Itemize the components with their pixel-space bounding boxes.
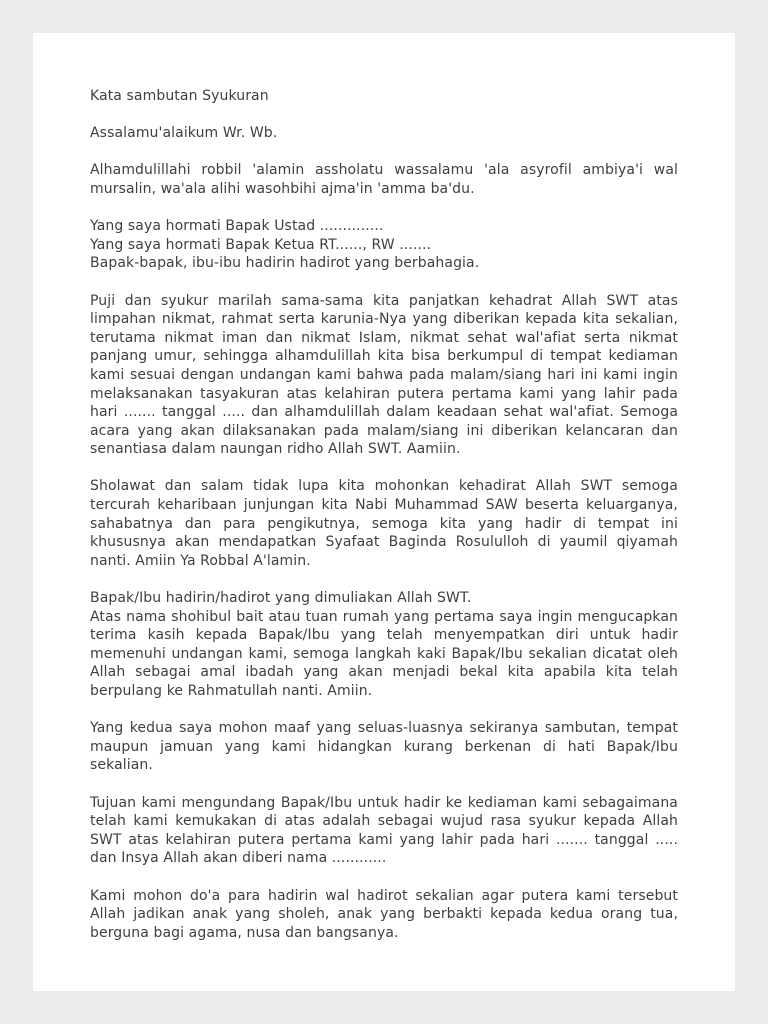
paragraph-mohon-maaf: Yang kedua saya mohon maaf yang seluas-luasnya sekiranya sambutan, tempat maupun jamuan yang kami hidangkan kurang berkenan di hati Bapak/Ibu sekalian. <box>90 720 678 774</box>
honorific-line-hadirin: Bapak-bapak, ibu-ibu hadirin hadirot yang berbahagia. <box>90 255 480 272</box>
address-line: Bapak/Ibu hadirin/hadirot yang dimuliakan Allah SWT. <box>90 590 472 607</box>
paragraph-puji-syukur: Puji dan syukur marilah sama-sama kita panjatkan kehadrat Allah SWT atas limpahan nikmat, rahmat serta karunia-Nya yang diberikan kepada kita sekalian, terutama nikmat iman dan nikmat Islam, nikmat sehat wal'afiat serta nikmat panjang umur, sehingga alhamdulillah kita bisa berkumpul di tempat kediaman kami sesuai dengan undangan kami bahwa pada malam/siang hari ini kami ingin melaksanakan tasyakuran atas kelahiran putera pertama kami yang lahir pada hari ....... tanggal ..... dan alhamdulillah dalam keadaan sehat wal'afiat. Semoga acara yang akan dilaksanakan pada malam/siang ini diberikan kelancaran dan senantiasa dalam naungan ridho Allah SWT. Aamiin. <box>90 292 678 458</box>
document-body <box>90 87 678 942</box>
paragraph-doa: Kami mohon do'a para hadirin wal hadirot sekalian agar putera kami tersebut Allah jadikan anak yang sholeh, anak yang berbakti kepada kedua orang tua, berguna bagi agama, nusa dan bangsanya. <box>90 887 678 941</box>
paragraph-tujuan: Tujuan kami mengundang Bapak/Ibu untuk hadir ke kediaman kami sebagaimana telah kami kemukakan di atas adalah sebagai wujud rasa syukur kepada Allah SWT atas kelahiran putera pertama kami yang lahir pada hari ....... tanggal ..... dan Insya Allah akan diberi nama ............ <box>90 794 678 867</box>
opening-prayer-paragraph: Alhamdulillahi robbil 'alamin assholatu wassalamu 'ala asyrofil ambiya'i wal mursalin, wa'ala alihi wasohbihi ajma'in 'amma ba'du. <box>90 162 678 197</box>
document-page <box>33 33 735 991</box>
honorific-line-ketua-rt: Yang saya hormati Bapak Ketua RT......, RW ....... <box>90 236 432 253</box>
paragraph-sholawat: Sholawat dan salam tidak lupa kita mohonkan kehadirat Allah SWT semoga tercurah keharibaan junjungan kita Nabi Muhammad SAW beserta keluarganya, sahabatnya dan para pengikutnya, semoga kita yang hadir di tempat ini khususnya akan mendapatkan Syafaat Baginda Rosululloh di yaumil qiyamah nanti. Amiin Ya Robbal A'lamin. <box>90 478 678 569</box>
doc-title: Kata sambutan Syukuran <box>90 88 269 104</box>
salutation-line: Assalamu'alaikum Wr. Wb. <box>90 125 278 142</box>
honorific-line-ustad: Yang saya hormati Bapak Ustad .............. <box>90 218 384 235</box>
paragraph-terima-kasih: Atas nama shohibul bait atau tuan rumah yang pertama saya ingin mengucapkan terima kasih kepada Bapak/Ibu yang telah menyempatkan diri untuk hadir memenuhi undangan kami, semoga langkah kaki Bapak/Ibu sekalian dicatat oleh Allah sebagai amal ibadah yang akan menjadi bekal kita apabila kita telah berpulang ke Rahmatullah nanti. Amiin. <box>90 608 678 699</box>
honorifics-block <box>90 217 678 273</box>
paragraph-terima-kasih-block <box>90 589 678 701</box>
